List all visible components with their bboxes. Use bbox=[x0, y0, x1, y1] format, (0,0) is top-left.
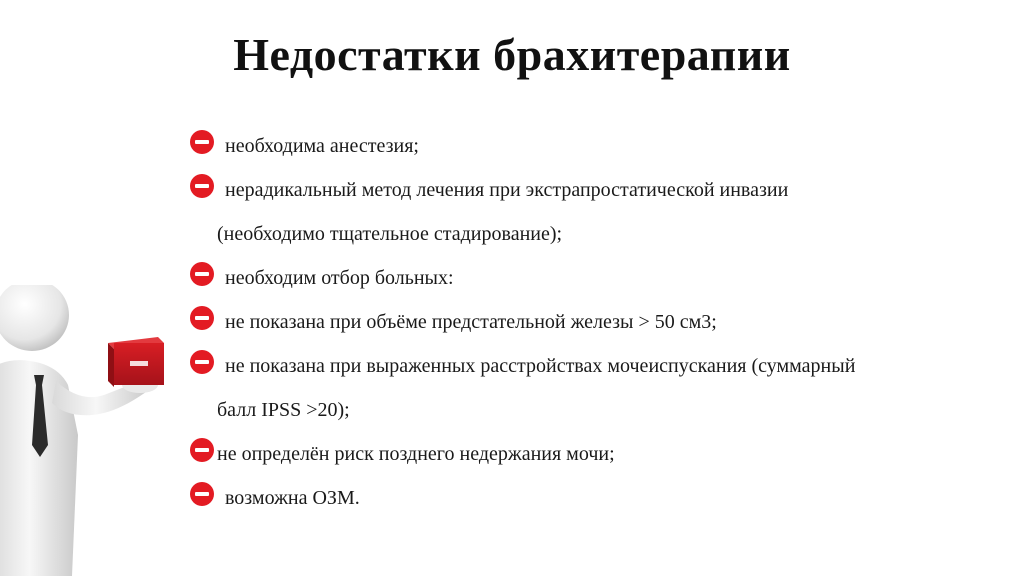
minus-circle-icon bbox=[190, 262, 214, 286]
minus-circle-icon bbox=[190, 174, 214, 198]
minus-circle-icon bbox=[190, 350, 214, 374]
minus-circle-icon bbox=[190, 306, 214, 330]
list-item-text: не определён риск позднего недержания мочи; bbox=[217, 443, 615, 465]
list-item-text: нерадикальный метод лечения при экстрапростатической инвазии bbox=[225, 179, 789, 201]
list-item bbox=[190, 168, 990, 256]
list-item-text: не показана при объёме предстательной железы > 50 см3; bbox=[225, 311, 717, 333]
list-item-text-continued: балл IPSS >20); bbox=[217, 399, 350, 421]
list-item bbox=[190, 124, 990, 168]
list-item-text-continued: (необходимо тщательное стадирование); bbox=[217, 223, 563, 245]
list-item-text: возможна ОЗМ. bbox=[225, 487, 360, 509]
list-item bbox=[190, 476, 990, 520]
list-item bbox=[190, 256, 990, 300]
list-item-text: необходим отбор больных: bbox=[225, 267, 454, 289]
list-item bbox=[190, 300, 990, 344]
list-item-text: не показана при выраженных расстройствах мочеиспускания (суммарный bbox=[225, 355, 856, 377]
person-holding-box-icon bbox=[0, 285, 190, 576]
minus-circle-icon bbox=[190, 130, 214, 154]
disadvantages-list bbox=[190, 124, 990, 520]
list-item-text: необходима анестезия; bbox=[225, 135, 419, 157]
minus-circle-icon bbox=[190, 438, 214, 462]
list-item bbox=[190, 344, 990, 432]
slide-title: Недостатки брахитерапии bbox=[233, 29, 791, 80]
minus-circle-icon bbox=[190, 482, 214, 506]
list-item bbox=[190, 432, 990, 476]
